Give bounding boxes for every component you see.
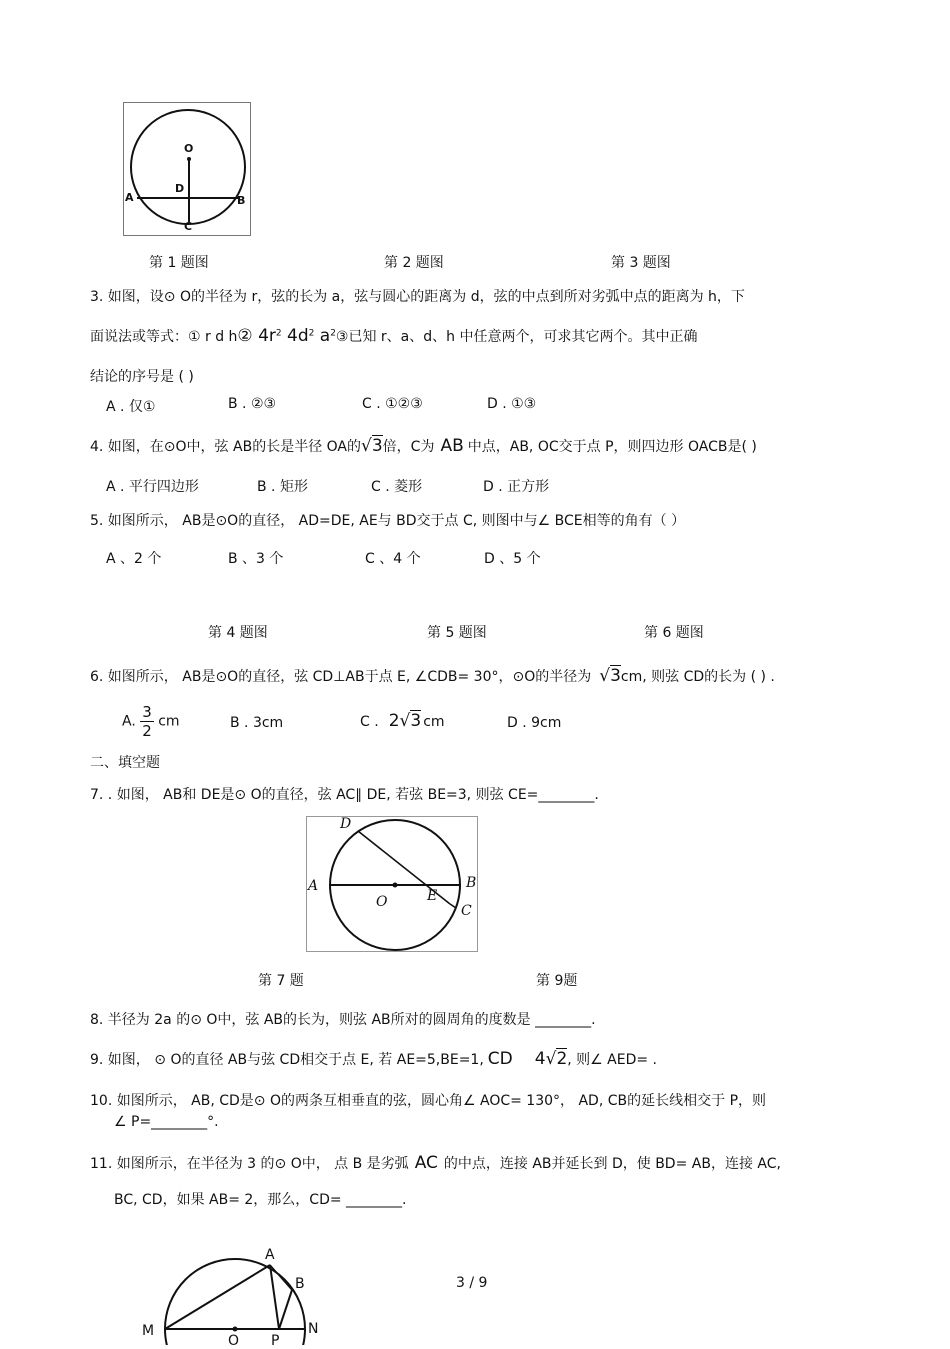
- caption-fig7: 第 7 题: [258, 973, 304, 989]
- q3-sup3: 2: [330, 328, 336, 339]
- q6-option-a-unit: cm: [158, 713, 180, 730]
- q6-pre: 6. 如图所示， AB是⊙O的直径，弦 CD⊥AB于点 E, ∠CDB= 30°，⊙O的半径为: [90, 669, 592, 685]
- q3-line3: 结论的序号是 ( ): [90, 369, 194, 385]
- q6-option-c-sqrt-sign: √: [399, 711, 411, 731]
- q6-option-c: [360, 711, 445, 731]
- q5-option-c: C 、4 个: [365, 551, 421, 567]
- fig11-label-p: P: [271, 1333, 280, 1349]
- fig7-label-o: O: [376, 894, 388, 910]
- q11-pre: 11. 如图所示，在半径为 3 的⊙ O中， 点 B 是劣弧: [90, 1156, 409, 1172]
- q11-arc-ac: AC: [414, 1153, 438, 1173]
- q6-option-c-unit: cm: [423, 714, 445, 730]
- fig11-label-o: O: [228, 1333, 240, 1349]
- caption-fig2: 第 2 题图: [384, 255, 444, 271]
- q4-option-d: D . 正方形: [483, 479, 550, 495]
- q4-option-c: C . 菱形: [371, 479, 423, 495]
- q3-option-c: C . ①②③: [362, 396, 423, 412]
- q9-post: , 则∠ AED= .: [567, 1052, 658, 1068]
- q6-option-a: [122, 703, 180, 740]
- figure-1-diagram: [123, 102, 251, 236]
- figure-11: [138, 1240, 338, 1349]
- q5-option-d: D 、5 个: [484, 551, 541, 567]
- q6-option-a-fraction: [140, 703, 154, 740]
- q8-text: 8. 半径为 2a 的⊙ O中，弦 AB的长为，则弦 AB所对的圆周角的度数是 ________.: [90, 1012, 596, 1028]
- q4-mid: 倍，C为: [382, 439, 435, 455]
- fig1-label-b: B: [237, 194, 246, 207]
- q9-text: [90, 1049, 657, 1069]
- caption-fig6: 第 6 题图: [644, 625, 704, 641]
- q9-coef: 4: [534, 1049, 546, 1069]
- q6-sqrt-sign: √: [599, 666, 611, 686]
- q6-option-a-denominator: 2: [142, 722, 152, 740]
- fig7-label-a: A: [308, 878, 319, 894]
- q6-option-c-coef: 2: [388, 711, 400, 731]
- q5-text: 5. 如图所示， AB是⊙O的直径， AD=DE, AE与 BD交于点 C, 则图中与∠ BCE相等的角有（ ）: [90, 513, 686, 529]
- q3-line1: 3. 如图，设⊙ O的半径为 r，弦的长为 a，弦与圆心的距离为 d，弦的中点到所对劣弧中点的距离为 h，下: [90, 289, 745, 305]
- fig7-label-c: C: [461, 903, 472, 919]
- figure-7-diagram: [306, 816, 478, 952]
- q6-post: cm, 则弦 CD的长为 ( ) .: [620, 669, 775, 685]
- q3-eq2: ② 4r: [237, 326, 276, 346]
- q9-pre: 9. 如图， ⊙ O的直径 AB与弦 CD相交于点 E, 若 AE=5,BE=1,: [90, 1052, 484, 1068]
- fig11-label-b: B: [295, 1276, 305, 1292]
- fig7-label-b: B: [466, 875, 477, 891]
- q4-sqrt-value: 3: [371, 436, 383, 456]
- fig7-label-e: E: [427, 888, 438, 904]
- caption-fig1: 第 1 题图: [149, 255, 209, 271]
- q6-option-c-label: C .: [360, 714, 379, 730]
- q6-option-a-label: A.: [122, 713, 136, 730]
- q5-option-b: B 、3 个: [228, 551, 284, 567]
- q9-sqrt-value: 2: [556, 1049, 568, 1069]
- q6-option-d: D . 9cm: [507, 715, 562, 731]
- q10-line2: ∠ P=________°.: [114, 1114, 219, 1130]
- q10-line1: 10. 如图所示， AB, CD是⊙ O的两条互相垂直的弦，圆心角∠ AOC= 130°， AD, CB的延长线相交于 P，则: [90, 1093, 767, 1109]
- q6-sqrt-value: 3: [610, 666, 621, 686]
- q6-option-a-numerator: 3: [142, 703, 152, 721]
- figure-1: [123, 102, 251, 236]
- figure-7: [306, 816, 478, 952]
- q3-sup1: 2: [275, 328, 282, 339]
- caption-fig3: 第 3 题图: [611, 255, 671, 271]
- q4-option-a: A . 平行四边形: [106, 479, 199, 495]
- q3-line2: [90, 326, 697, 346]
- q11-line2: BC, CD，如果 AB= 2，那么，CD= ________.: [114, 1192, 407, 1208]
- q4-option-b: B . 矩形: [257, 479, 308, 495]
- fig7-label-d: D: [340, 816, 352, 832]
- caption-fig5: 第 5 题图: [427, 625, 487, 641]
- caption-fig4: 第 4 题图: [208, 625, 268, 641]
- fig11-label-n: N: [308, 1321, 319, 1337]
- fig1-label-d: D: [175, 182, 185, 195]
- fig11-label-m: M: [142, 1323, 155, 1339]
- q7-text: 7. . 如图， AB和 DE是⊙ O的直径，弦 AC∥ DE, 若弦 BE=3, 则弦 CE=________.: [90, 787, 599, 803]
- q9-sqrt-sign: √: [545, 1049, 557, 1069]
- q3-option-b: B . ②③: [228, 396, 277, 412]
- q4-post: 中点，AB, OC交于点 P，则四边形 OACB是( ): [467, 439, 757, 455]
- q11-line1: [90, 1153, 781, 1173]
- fig11-label-a: A: [265, 1247, 275, 1263]
- page-number: 3 / 9: [456, 1275, 488, 1291]
- q6-text: [90, 666, 775, 686]
- q6-option-c-sqrt-value: 3: [410, 711, 422, 731]
- q11-post: 的中点，连接 AB并延长到 D，使 BD= AB，连接 AC,: [443, 1156, 781, 1172]
- q4-pre: 4. 如图，在⊙O中，弦 AB的长是半径 OA的: [90, 439, 361, 455]
- q6-option-b: B . 3cm: [230, 715, 284, 731]
- section-fill-in: 二、填空题: [90, 755, 160, 771]
- q4-text: [90, 436, 757, 456]
- q3-line2-suffix: ③已知 r、a、d、h 中任意两个，可求其它两个。其中正确: [335, 329, 698, 345]
- fig1-label-a: A: [125, 191, 134, 204]
- q3-option-d: D . ①③: [487, 396, 537, 412]
- q3-eq2-mid: 4d: [281, 326, 309, 346]
- fig1-label-o: O: [184, 142, 194, 155]
- caption-fig9: 第 9题: [536, 973, 578, 989]
- q5-option-a: A 、2 个: [106, 551, 162, 567]
- q3-sup2: 2: [308, 328, 315, 339]
- q9-cd: CD: [487, 1049, 513, 1069]
- q4-arc-ab: AB: [440, 436, 464, 456]
- q3-eq2-a: a: [314, 326, 331, 346]
- q3-line2-prefix: 面说法或等式：① r d h: [90, 329, 238, 345]
- q4-sqrt-sign: √: [361, 436, 372, 456]
- fig1-label-c: C: [184, 220, 193, 233]
- q3-option-a: A . 仅①: [106, 399, 156, 415]
